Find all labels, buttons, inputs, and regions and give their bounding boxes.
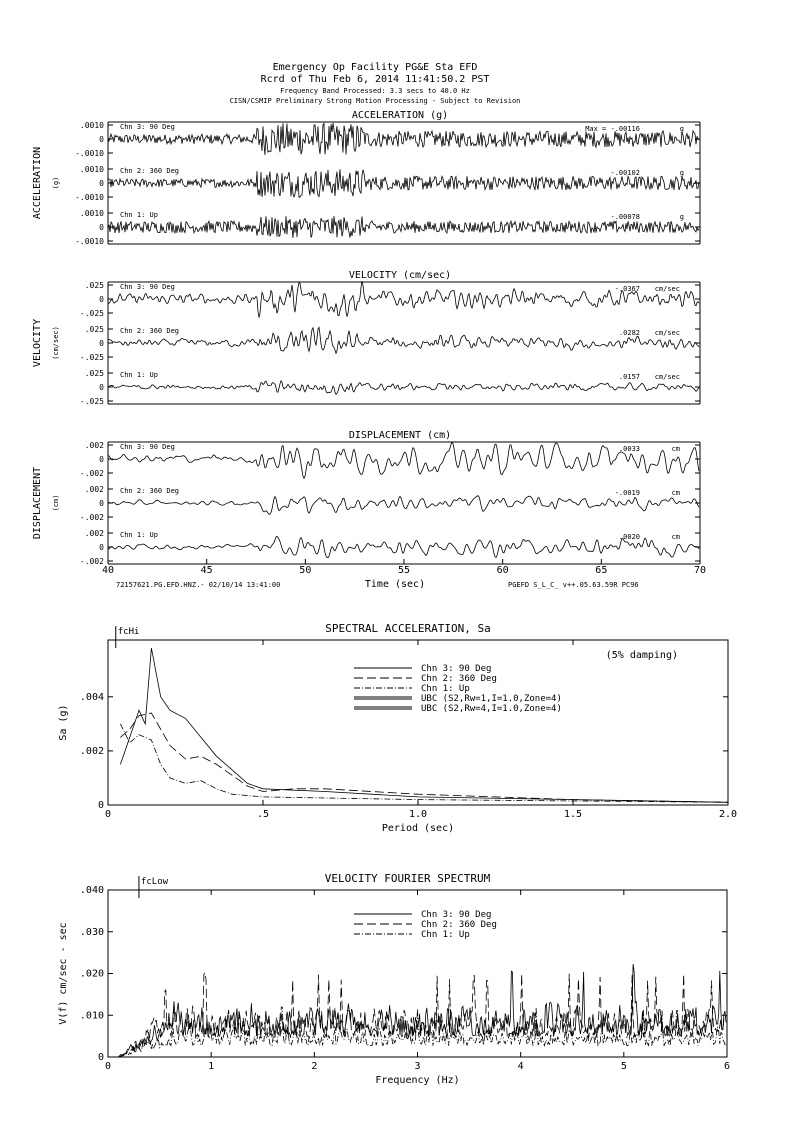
- tick-label-negative: -.002: [79, 469, 104, 478]
- header-record-time: Rcrd of Thu Feb 6, 2014 11:41:50.2 PST: [260, 74, 490, 85]
- channel-max-unit: cm: [671, 533, 680, 541]
- panel-title: DISPLACEMENT (cm): [348, 430, 452, 441]
- channel-max-value: .0157: [618, 373, 640, 381]
- x-tick-label: 2.0: [718, 809, 738, 820]
- channel-label: Chn 2: 360 Deg: [120, 167, 180, 175]
- channel-trace-group: [80, 485, 700, 522]
- x-tick-label: 0: [104, 1061, 112, 1072]
- x-axis-label: Time (sec): [364, 579, 426, 590]
- footer-record-id: 72157621.PG.EFD.HNZ.- 02/10/14 13:41:00: [116, 581, 281, 589]
- tick-label-negative: -.025: [79, 353, 104, 362]
- panel-title: VELOCITY (cm/sec): [348, 270, 452, 281]
- channel-max-value: -.00102: [610, 169, 640, 177]
- x-tick-label: 70: [693, 565, 707, 576]
- channel-trace-group: [80, 441, 700, 478]
- y-tick-label: .002: [79, 745, 104, 757]
- panel-velocity: [32, 270, 700, 406]
- x-tick-label: 1.5: [563, 809, 583, 820]
- channel-max-value: -.0019: [614, 489, 640, 497]
- tick-label-zero: 0: [99, 295, 104, 304]
- y-tick-label: 0: [97, 800, 104, 811]
- channel-trace: [108, 496, 699, 515]
- tick-label-positive: .002: [84, 441, 104, 450]
- y-tick-label: .030: [79, 926, 104, 938]
- panel-unit-label: (cm): [52, 494, 60, 512]
- channel-trace-group: [80, 529, 700, 566]
- x-tick-label: 0: [104, 809, 112, 820]
- x-tick-label: 40: [101, 565, 115, 576]
- tick-label-zero: 0: [99, 223, 104, 232]
- tick-label-positive: .002: [84, 529, 104, 538]
- panel-side-label: DISPLACEMENT: [32, 466, 43, 540]
- series-line-dashed: [120, 713, 728, 802]
- x-tick-label: 1: [208, 1061, 215, 1072]
- tick-label-zero: 0: [99, 543, 104, 552]
- x-tick-label: 60: [496, 565, 509, 576]
- tick-label-zero: 0: [99, 179, 104, 188]
- y-tick-label: .040: [79, 885, 104, 896]
- channel-label: Chn 1: Up: [120, 531, 158, 539]
- tick-label-negative: -.0010: [75, 237, 104, 246]
- tick-label-negative: -.002: [79, 557, 104, 566]
- x-axis-label: Period (sec): [381, 823, 455, 834]
- tick-label-positive: .0010: [79, 209, 104, 218]
- channel-trace: [108, 327, 699, 353]
- channel-max-unit: g: [679, 125, 684, 133]
- channel-max-unit: cm/sec: [654, 329, 680, 337]
- x-tick-label: 2: [311, 1061, 318, 1072]
- panel-side-label: ACCELERATION: [32, 146, 43, 220]
- channel-max-value: Max = -.00116: [585, 125, 640, 133]
- legend-label: Chn 3: 90 Deg: [421, 910, 492, 920]
- time-history-panels: [32, 110, 706, 590]
- channel-trace-group: [75, 209, 700, 246]
- x-tick-label: 3: [414, 1061, 421, 1072]
- channel-trace: [108, 281, 699, 317]
- channel-max-unit: g: [679, 169, 684, 177]
- channel-max-value: .0020: [618, 533, 640, 541]
- y-axis-label: V(f) cm/sec - sec: [58, 922, 69, 1025]
- tick-label-zero: 0: [99, 455, 104, 464]
- corner-frequency-label: fcLow: [140, 877, 169, 887]
- corner-frequency-label: fcHi: [117, 627, 140, 637]
- x-tick-label: 5: [620, 1061, 627, 1072]
- y-tick-label: .020: [79, 968, 104, 980]
- tick-label-zero: 0: [99, 135, 104, 144]
- header-frequency-band: Frequency Band Processed: 3.3 secs to 40.0 Hz: [280, 87, 470, 95]
- footer-processing-id: PGEFD S_L_C_ v++.05.63.59R PC96: [508, 581, 639, 589]
- tick-label-positive: .025: [84, 369, 104, 378]
- channel-max-value: .0033: [618, 445, 640, 453]
- tick-label-zero: 0: [99, 383, 104, 392]
- legend-label: Chn 2: 360 Deg: [421, 920, 497, 930]
- channel-trace-group: [75, 165, 700, 202]
- record-header: [230, 62, 521, 105]
- channel-max-unit: g: [679, 213, 684, 221]
- channel-max-unit: cm: [671, 489, 680, 497]
- channel-label: Chn 1: Up: [120, 371, 158, 379]
- legend-label: Chn 1: Up: [421, 930, 470, 940]
- header-processing-note: CISN/CSMIP Preliminary Strong Motion Processing - Subject to Revision: [229, 97, 521, 105]
- channel-trace-group: [80, 369, 700, 406]
- legend-label: UBC (S2,Rw=1,I=1.0,Zone=4): [421, 694, 562, 704]
- panel-side-label: VELOCITY: [32, 318, 43, 368]
- channel-max-value: .0282: [618, 329, 640, 337]
- series-line-dashdot: [120, 724, 728, 802]
- y-tick-label: 0: [97, 1052, 104, 1063]
- channel-trace: [108, 381, 699, 395]
- damping-annotation: (5% damping): [605, 650, 678, 661]
- legend-label: UBC (S2,Rw=4,I=1.0,Zone=4): [421, 704, 562, 714]
- legend-label: Chn 3: 90 Deg: [421, 664, 492, 674]
- channel-label: Chn 3: 90 Deg: [120, 283, 175, 291]
- tick-label-negative: -.025: [79, 309, 104, 318]
- tick-label-positive: .025: [84, 281, 104, 290]
- x-tick-label: .5: [256, 809, 270, 820]
- tick-label-zero: 0: [99, 339, 104, 348]
- channel-label: Chn 1: Up: [120, 211, 158, 219]
- plot-frame: [108, 640, 728, 805]
- tick-label-negative: -.025: [79, 397, 104, 406]
- tick-label-positive: .002: [84, 485, 104, 494]
- tick-label-positive: .025: [84, 325, 104, 334]
- x-tick-label: 65: [595, 565, 608, 576]
- y-tick-label: .004: [79, 691, 104, 703]
- x-tick-label: 6: [723, 1061, 731, 1072]
- panel-unit-label: (cm/sec): [52, 326, 60, 360]
- channel-max-value: -.00078: [610, 213, 640, 221]
- x-tick-label: 50: [299, 565, 312, 576]
- channel-label: Chn 2: 360 Deg: [120, 487, 180, 495]
- x-tick-label: 1.0: [408, 809, 428, 820]
- x-axis-label: Frequency (Hz): [375, 1075, 460, 1086]
- channel-label: Chn 3: 90 Deg: [120, 443, 175, 451]
- chart-title: SPECTRAL ACCELERATION, Sa: [325, 622, 491, 635]
- x-tick-label: 45: [200, 565, 213, 576]
- header-station: Emergency Op Facility PG&E Sta EFD: [272, 62, 478, 73]
- tick-label-negative: -.0010: [75, 193, 104, 202]
- y-tick-label: .010: [79, 1010, 104, 1022]
- channel-label: Chn 3: 90 Deg: [120, 123, 175, 131]
- y-axis-label: Sa (g): [58, 704, 69, 741]
- channel-trace-group: [80, 325, 700, 362]
- chart-title: VELOCITY FOURIER SPECTRUM: [324, 872, 491, 885]
- channel-trace-group: [80, 281, 700, 318]
- channel-label: Chn 2: 360 Deg: [120, 327, 180, 335]
- channel-max-value: -.0367: [614, 285, 640, 293]
- tick-label-negative: -.0010: [75, 149, 104, 158]
- x-tick-label: 4: [517, 1061, 524, 1072]
- panel-title: ACCELERATION (g): [351, 110, 449, 121]
- channel-trace: [108, 536, 699, 557]
- channel-max-unit: cm: [671, 445, 680, 453]
- x-tick-label: 55: [397, 565, 411, 576]
- panel-unit-label: (g): [52, 176, 60, 190]
- channel-max-unit: cm/sec: [654, 373, 680, 381]
- panel-displacement: [32, 430, 706, 590]
- channel-trace: [108, 442, 699, 478]
- legend-label: Chn 1: Up: [421, 684, 470, 694]
- tick-label-zero: 0: [99, 499, 104, 508]
- channel-trace-group: [75, 121, 700, 158]
- velocity-fourier-spectrum-chart: [58, 872, 730, 1086]
- channel-max-unit: cm/sec: [654, 285, 680, 293]
- tick-label-positive: .0010: [79, 165, 104, 174]
- tick-label-negative: -.002: [79, 513, 104, 522]
- spectral-acceleration-chart: [58, 622, 737, 834]
- panel-acceleration: [32, 110, 700, 246]
- tick-label-positive: .0010: [79, 121, 104, 130]
- legend-label: Chn 2: 360 Deg: [421, 674, 497, 684]
